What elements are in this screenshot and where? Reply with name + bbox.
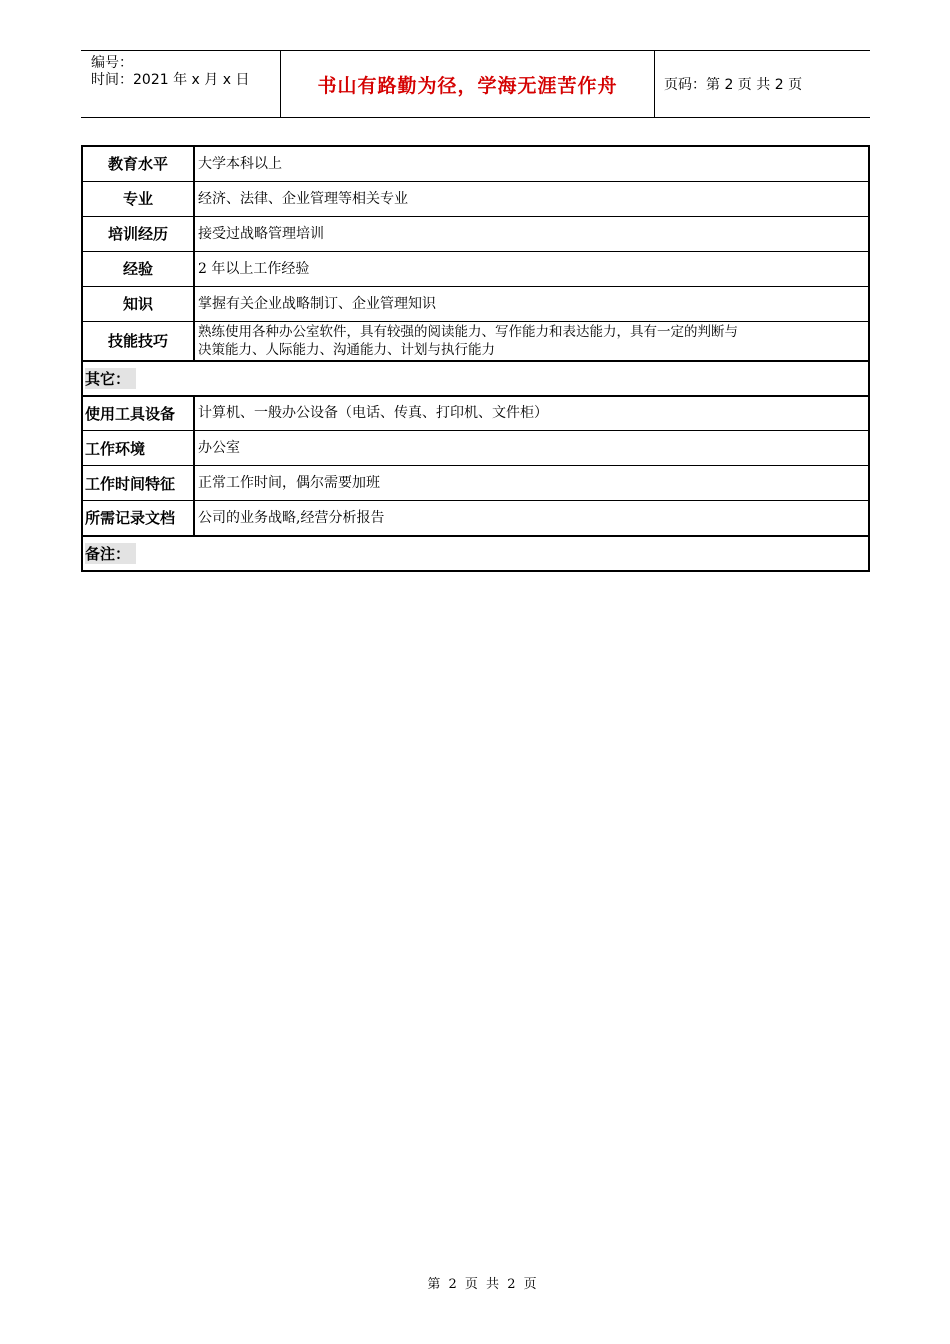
table-row [82,396,869,431]
row-value-documents: 公司的业务战略,经营分析报告 [194,501,869,536]
table-row [82,501,869,536]
table-row [82,321,869,361]
row-label-skills: 技能技巧 [82,321,194,361]
section-header-other [82,361,869,396]
row-label-knowledge: 知识 [82,286,194,321]
row-value-environment: 办公室 [194,431,869,466]
row-value-tools: 计算机、一般办公设备（电话、传真、打印机、文件柜） [194,396,869,431]
row-label-experience: 经验 [82,251,194,286]
row-value-experience: 2 年以上工作经验 [194,251,869,286]
table-row [82,466,869,501]
table-row [82,251,869,286]
section-header-remarks [82,536,869,571]
row-label-tools: 使用工具设备 [82,396,194,431]
section-title-remarks: 备注： [85,543,136,564]
page-footer: 第 2 页 共 2 页 [427,1277,537,1292]
row-value-training: 接受过战略管理培训 [194,216,869,251]
row-label-documents: 所需记录文档 [82,501,194,536]
row-value-education: 大学本科以上 [194,146,869,181]
document-number-label: 编号： [91,55,133,71]
header-meta [81,51,281,117]
row-label-education: 教育水平 [82,146,194,181]
row-value-work-time: 正常工作时间，偶尔需要加班 [194,466,869,501]
row-value-knowledge: 掌握有关企业战略制订、企业管理知识 [194,286,869,321]
section-row-remarks [82,536,869,571]
row-label-work-time: 工作时间特征 [82,466,194,501]
table-row [82,146,869,181]
skills-line-1: 熟练使用各种办公室软件，具有较强的阅读能力、写作能力和表达能力，具有一定的判断与 [198,323,738,340]
job-requirements-table [81,145,870,572]
row-label-environment: 工作环境 [82,431,194,466]
row-label-major: 专业 [82,181,194,216]
row-value-skills [194,321,869,361]
document-header [81,50,870,118]
header-page-info: 页码：第 2 页 共 2 页 [664,77,803,93]
table-row [82,216,869,251]
header-slogan: 书山有路勤为径，学海无涯苦作舟 [281,51,655,117]
skills-line-2: 决策能力、人际能力、沟通能力、计划与执行能力 [198,341,495,358]
table-row [82,431,869,466]
section-title-other: 其它： [85,368,136,389]
row-value-major: 经济、法律、企业管理等相关专业 [194,181,869,216]
table-row [82,286,869,321]
row-label-training: 培训经历 [82,216,194,251]
document-date: 时间：2021 年 x 月 x 日 [91,72,250,88]
section-row-other [82,361,869,396]
table-row [82,181,869,216]
